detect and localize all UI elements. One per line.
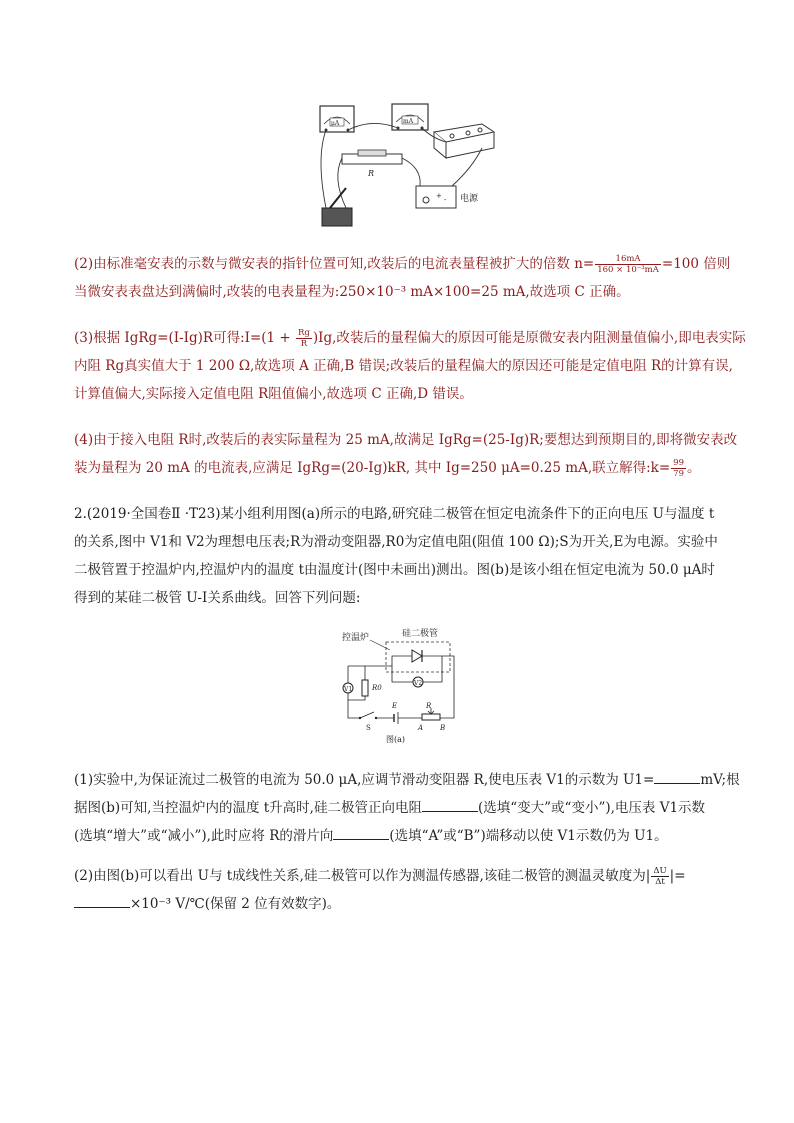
- svg-text:A: A: [418, 724, 424, 732]
- solution-part-2: (2)由标准毫安表的示数与微安表的指针位置可知,改装后的电流表量程被扩大的倍数 n= $\frac{16mA}{\text{160 × 10⁻³mA}}$ =100 倍则 当微安表表盘达到满偏时,改装的电表量程为:250×10⁻³ mA×100=25 mA,故选项 C 正确。: [74, 254, 731, 300]
- power-supply-icon: [416, 186, 479, 208]
- switch-icon: [322, 188, 352, 226]
- k-fraction: $\frac{99}{79}$: [673, 458, 684, 479]
- diode-icon: [412, 650, 422, 662]
- svg-text:B: B: [440, 724, 446, 732]
- sensitivity-fraction: $\frac{\Delta U}{\Delta t}$: [653, 866, 667, 887]
- rheostat-icon: [417, 702, 445, 732]
- svg-text:S: S: [366, 724, 371, 732]
- svg-text:E: E: [392, 702, 398, 710]
- solution-part-3: (3)根据 IgRg=(I-Ig)R可得:I=(1 + $\frac{Rg}{R}$ )Ig,改装后的量程偏大的原因可能是原微安表内阻测量值偏小,即电表实际 内阻 Rg真实值大于 1 200 Ω,故选项 A 正确,B 错误;改装后的量程偏大的原因还可能是定值电阻 R的计算有误, 计算值偏大,实际接入定值电阻 R阻值偏小,故选项 C 正确,D 错误。: [74, 328, 746, 402]
- svg-text:V2: V2: [414, 680, 423, 687]
- svg-text:R0: R0: [372, 684, 382, 692]
- svg-text:μA: μA: [331, 120, 340, 127]
- circuit-diagram-a: [330, 626, 470, 744]
- resistor-r0-icon: [362, 680, 382, 696]
- answer-blank-slider[interactable]: [333, 825, 389, 840]
- svg-text:R: R: [368, 169, 375, 178]
- apparatus-figure: [312, 98, 498, 230]
- milliammeter-icon: [392, 104, 428, 130]
- answer-blank-u1[interactable]: [654, 769, 700, 784]
- voltmeter-v1-icon: [343, 683, 353, 693]
- ratio-fraction: $\frac{16mA}{\text{160 × 10⁻³mA}}$: [597, 254, 659, 275]
- question-2-stem: 2.(2019·全国卷Ⅱ ·T23)某小组利用图(a)所示的电路,研究硅二极管在恒定电流条件下的正向电压 U与温度 t 的关系,图中 V1和 V2为理想电压表;R为滑动变阻器,R0为定值电阻(阻值 100 Ω);S为开关,E为电源。实验中 二极管置于控温炉内,控温炉内的温度 t由温度计(图中未画出)测出。图(b)是该小组在恒定电流为 50.0 μA时 得到的某硅二极管 U-I关系曲线。回答下列问题:: [74, 506, 718, 606]
- figure-caption: 图(a): [386, 735, 406, 744]
- svg-text:mA: mA: [403, 118, 414, 125]
- microammeter-icon: [320, 106, 354, 132]
- rg-over-r-fraction: $\frac{Rg}{R}$: [298, 328, 310, 349]
- svg-text:R: R: [426, 702, 432, 710]
- diode-label: 硅二极管: [402, 629, 439, 639]
- svg-text:-: -: [444, 196, 447, 204]
- svg-text:V1: V1: [344, 686, 353, 693]
- battery-icon: [391, 702, 398, 724]
- answer-blank-sensitivity[interactable]: [74, 893, 130, 908]
- question-part-2: (2)由图(b)可以看出 U与 t成线性关系,硅二极管可以作为测温传感器,该硅二极管的测温灵敏度为| $\frac{\Delta U}{\Delta t}$ |= ×10⁻³ V/℃(保留 2 位有效数字)。: [74, 866, 686, 912]
- answer-blank-resistance[interactable]: [422, 797, 478, 812]
- switch-s-icon: [359, 712, 377, 732]
- voltmeter-v2-icon: [413, 677, 423, 687]
- svg-text:+: +: [436, 192, 442, 200]
- resistor-icon: [342, 150, 402, 178]
- solution-part-4: (4)由于接入电阻 R时,改装后的表实际量程为 25 mA,故满足 IgRg=(25-Ig)R;要想达到预期目的,即将微安表改 装为量程为 20 mA 的电流表,应满足 IgRg=(20-Ig)kR, 其中 Ig=250 μA=0.25 mA,联立解得:k= $\frac{99}{79}$ 。: [74, 432, 738, 479]
- svg-text:电源: 电源: [460, 194, 479, 204]
- question-part-1: (1)实验中,为保证流过二极管的电流为 50.0 μA,应调节滑动变阻器 R,使电压表 V1的示数为 U1= mV;根 据图(b)可知,当控温炉内的温度 t升高时,硅二极管正向电阻 (选填“变大”或“变小”),电压表 V1示数 (选填“增大”或“减小”),此时应将 R的滑片向 (选填“A”或“B”)端移动以使 V1示数仍为 U1。: [74, 766, 734, 850]
- furnace-label: 控温炉: [342, 633, 370, 643]
